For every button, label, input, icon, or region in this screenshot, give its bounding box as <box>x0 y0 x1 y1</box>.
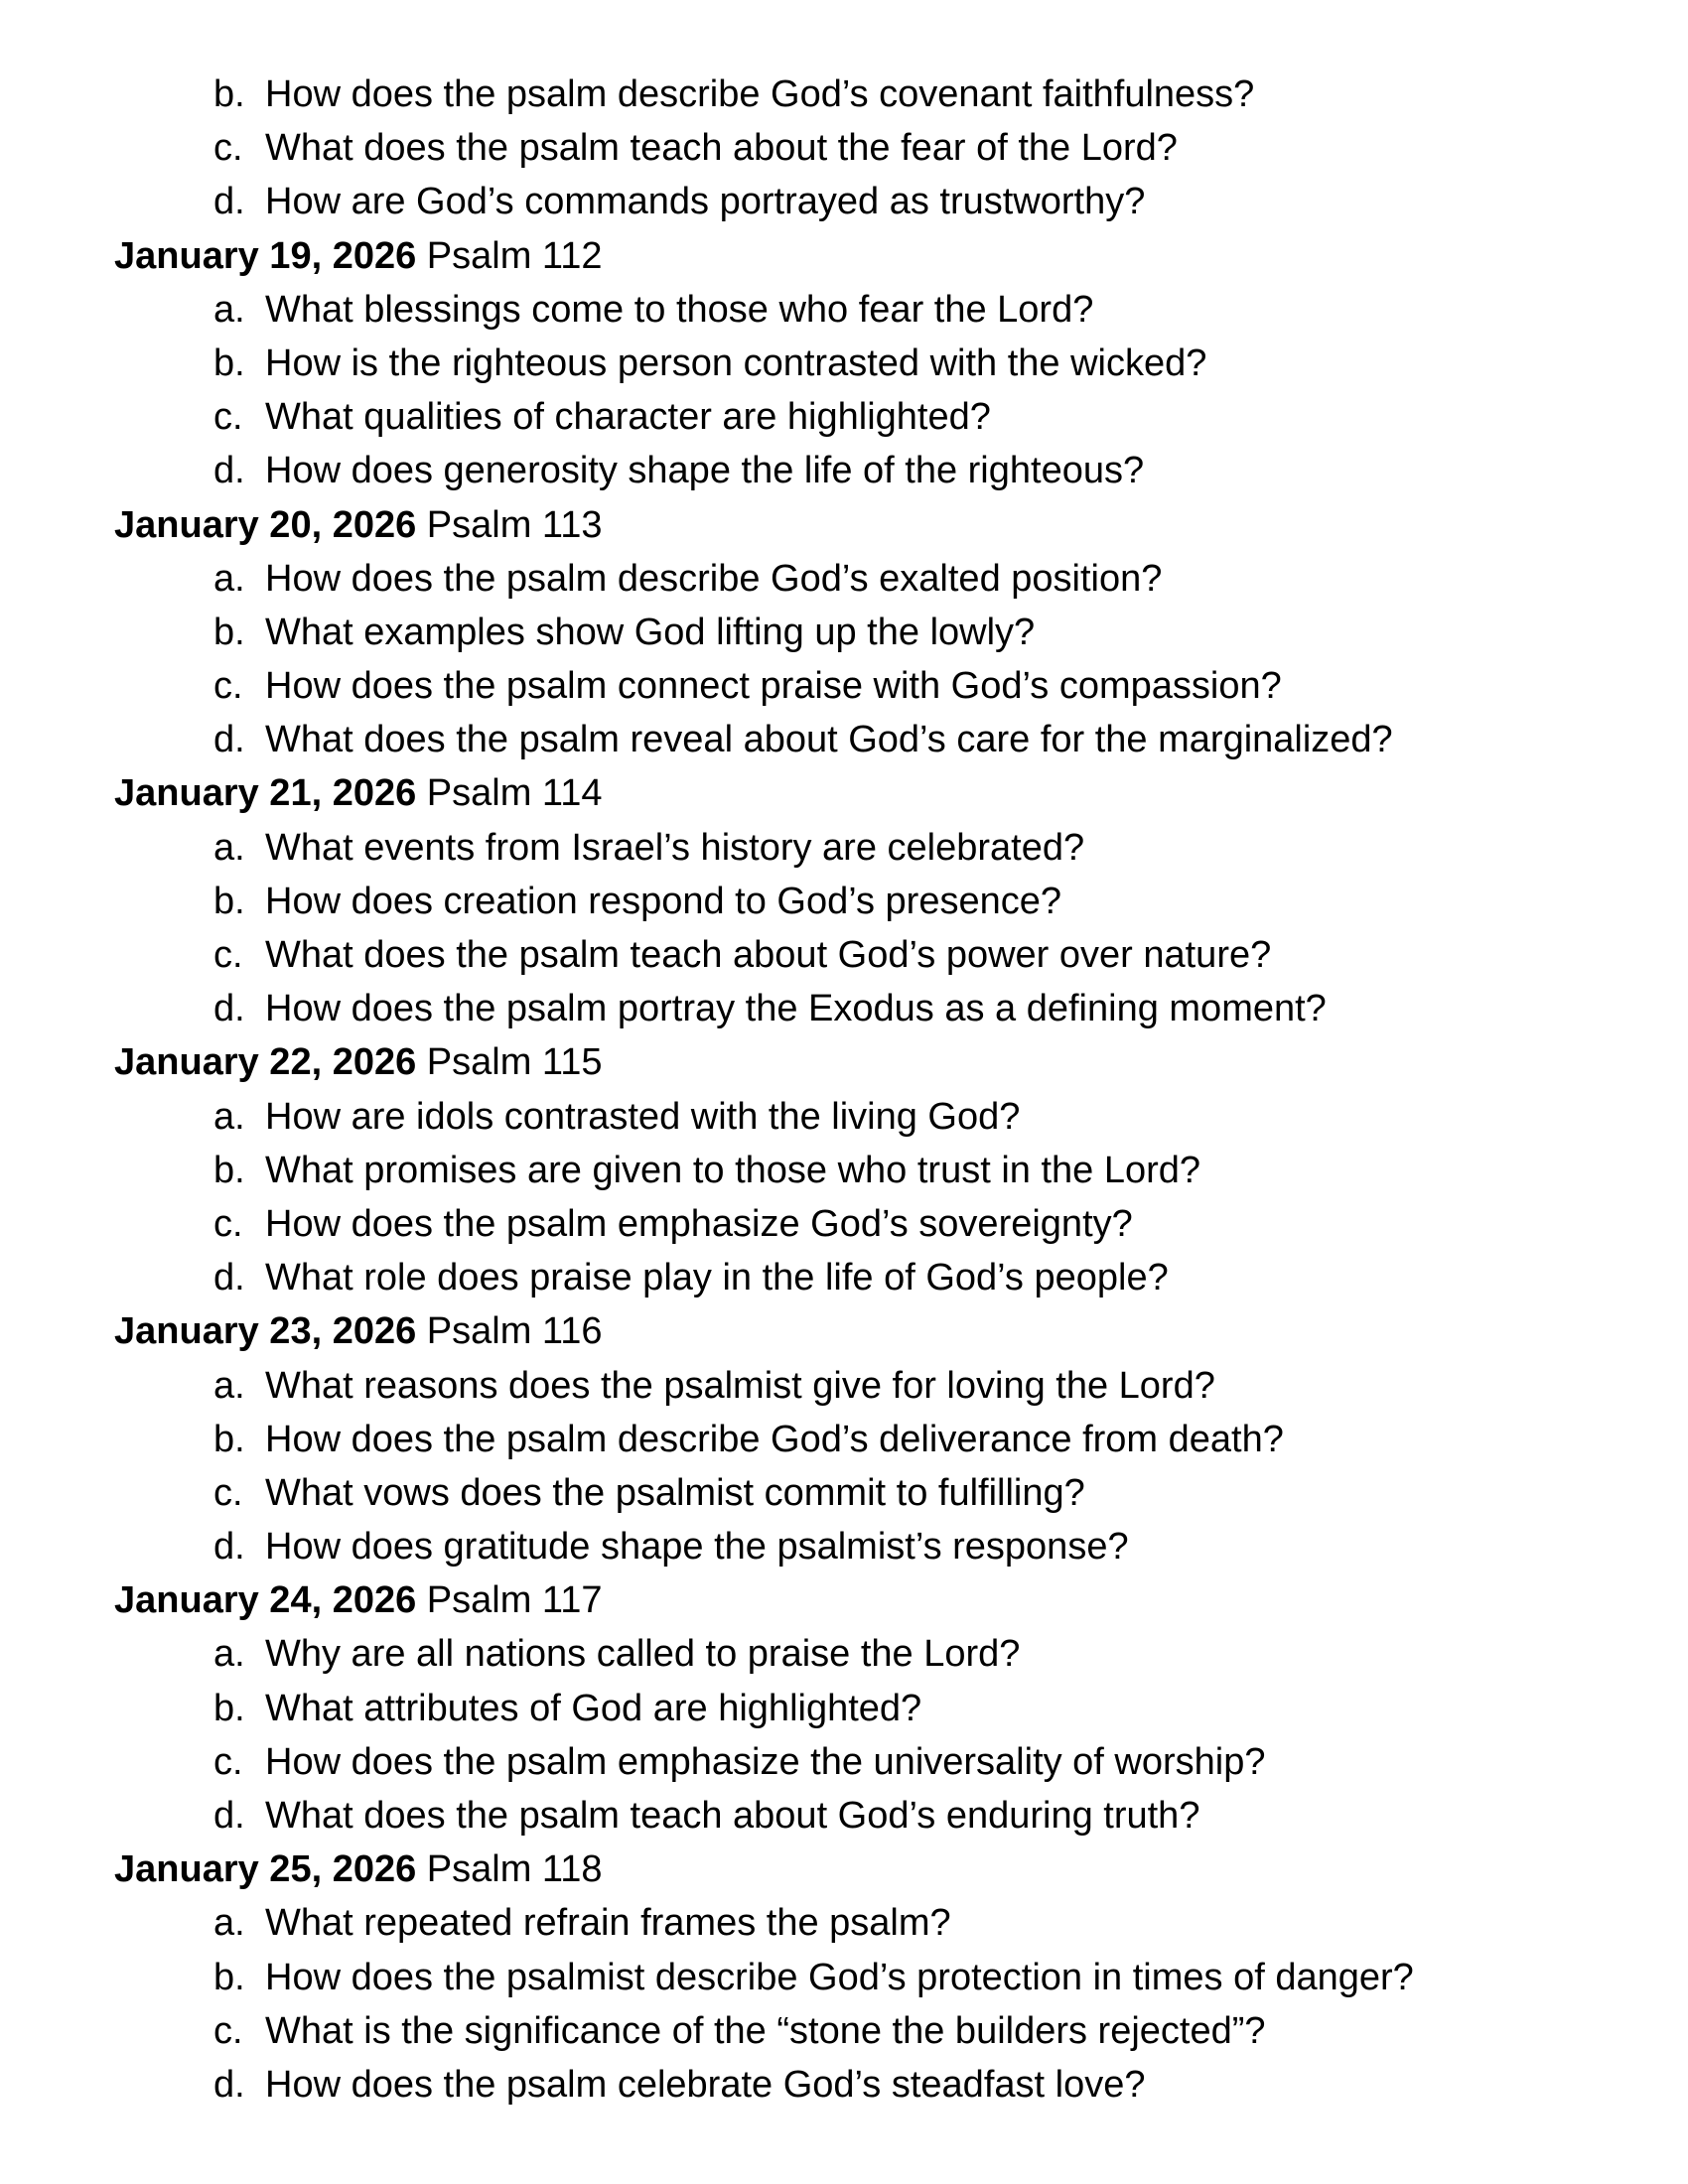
entry-heading <box>114 1573 1604 1627</box>
question-text: How does the psalmist describe God’s protection in times of danger? <box>265 1956 1414 1998</box>
question-item <box>114 68 1604 121</box>
question-text: What does the psalm teach about the fear of the Lord? <box>265 127 1178 170</box>
question-text: What does the psalm teach about God’s power over nature? <box>265 934 1272 976</box>
question-item <box>114 552 1604 606</box>
entry-psalm: Psalm 113 <box>426 503 603 546</box>
entry-psalm: Psalm 116 <box>426 1310 603 1353</box>
question-item <box>114 1466 1604 1520</box>
question-text: What vows does the psalmist commit to fulfilling? <box>265 1471 1085 1514</box>
question-text: How does the psalm emphasize the universality of worship? <box>265 1740 1266 1783</box>
entry-heading <box>114 1843 1604 1896</box>
question-letter: d. <box>213 719 245 761</box>
question-text: What examples show God lifting up the lowly? <box>265 611 1036 653</box>
question-item <box>114 2058 1604 2112</box>
question-letter: d. <box>213 2063 245 2106</box>
question-item <box>114 444 1604 497</box>
question-item <box>114 1627 1604 1681</box>
question-letter: a. <box>213 1902 245 1945</box>
question-text: How does the psalm connect praise with God’s compassion? <box>265 665 1282 708</box>
question-text: How does the psalm celebrate God’s steadfast love? <box>265 2063 1146 2106</box>
entry-psalm: Psalm 112 <box>426 234 603 277</box>
question-text: How does the psalm describe God’s exalted position? <box>265 557 1163 600</box>
question-text: What does the psalm reveal about God’s care for the marginalized? <box>265 719 1393 761</box>
question-letter: c. <box>213 1202 243 1245</box>
question-letter: b. <box>213 1956 245 1998</box>
question-item <box>114 2004 1604 2058</box>
question-item <box>114 1413 1604 1466</box>
question-letter: d. <box>213 1257 245 1299</box>
question-item <box>114 928 1604 982</box>
question-text: What events from Israel’s history are celebrated? <box>265 826 1085 869</box>
question-text: What does the psalm teach about God’s enduring truth? <box>265 1795 1200 1837</box>
entry-date: January 23, 2026 <box>114 1310 417 1353</box>
question-letter: a. <box>213 557 245 600</box>
question-item <box>114 1197 1604 1251</box>
question-item <box>114 1251 1604 1304</box>
question-letter: b. <box>213 1687 245 1729</box>
question-item <box>114 606 1604 659</box>
question-item <box>114 121 1604 175</box>
question-item <box>114 1682 1604 1735</box>
question-text: What blessings come to those who fear the Lord? <box>265 288 1094 331</box>
question-text: How are God’s commands portrayed as trustworthy? <box>265 181 1146 223</box>
question-text: How does the psalm describe God’s covenant faithfulness? <box>265 73 1255 115</box>
question-text: What repeated refrain frames the psalm? <box>265 1902 951 1945</box>
question-text: How does the psalm describe God’s deliverance from death? <box>265 1418 1284 1460</box>
question-letter: d. <box>213 1526 245 1569</box>
question-letter: c. <box>213 2009 243 2052</box>
question-letter: b. <box>213 73 245 115</box>
question-item <box>114 337 1604 390</box>
question-letter: c. <box>213 665 243 708</box>
question-letter: c. <box>213 1740 243 1783</box>
question-letter: b. <box>213 1149 245 1191</box>
question-item <box>114 1789 1604 1843</box>
entry-psalm: Psalm 117 <box>426 1579 603 1622</box>
question-item <box>114 1735 1604 1789</box>
entry-heading <box>114 766 1604 820</box>
entry-date: January 19, 2026 <box>114 234 417 277</box>
question-letter: c. <box>213 396 243 439</box>
question-letter: d. <box>213 181 245 223</box>
question-text: How does the psalm portray the Exodus as a defining moment? <box>265 988 1327 1030</box>
entry-date: January 24, 2026 <box>114 1579 417 1622</box>
question-item <box>114 175 1604 228</box>
entry-heading <box>114 1304 1604 1358</box>
question-letter: c. <box>213 127 243 170</box>
question-letter: a. <box>213 1364 245 1407</box>
question-letter: a. <box>213 1633 245 1676</box>
question-item <box>114 1896 1604 1950</box>
question-text: Why are all nations called to praise the Lord? <box>265 1633 1021 1676</box>
entry-date: January 25, 2026 <box>114 1848 417 1891</box>
entry-date: January 22, 2026 <box>114 1041 417 1084</box>
question-text: What promises are given to those who trust in the Lord? <box>265 1149 1201 1191</box>
question-text: How does the psalm emphasize God’s sovereignty? <box>265 1202 1133 1245</box>
question-item <box>114 1359 1604 1413</box>
question-letter: d. <box>213 450 245 492</box>
question-letter: b. <box>213 880 245 922</box>
entry-heading <box>114 1035 1604 1089</box>
question-item <box>114 390 1604 444</box>
question-letter: b. <box>213 1418 245 1460</box>
question-letter: a. <box>213 1095 245 1138</box>
question-item <box>114 1090 1604 1144</box>
entry-psalm: Psalm 114 <box>426 772 603 815</box>
question-letter: c. <box>213 934 243 976</box>
question-item <box>114 821 1604 875</box>
question-item <box>114 1951 1604 2004</box>
question-text: What attributes of God are highlighted? <box>265 1687 922 1729</box>
question-letter: b. <box>213 611 245 653</box>
entry-date: January 20, 2026 <box>114 503 417 546</box>
entry-psalm: Psalm 118 <box>426 1848 603 1891</box>
entry-date: January 21, 2026 <box>114 772 417 815</box>
question-item <box>114 1520 1604 1573</box>
question-item <box>114 283 1604 337</box>
question-letter: d. <box>213 988 245 1030</box>
question-text: How are idols contrasted with the living God? <box>265 1095 1021 1138</box>
question-text: How does generosity shape the life of the righteous? <box>265 450 1145 492</box>
question-item <box>114 659 1604 713</box>
question-text: How does gratitude shape the psalmist’s response? <box>265 1526 1129 1569</box>
study-questions-list <box>114 68 1604 2112</box>
entry-heading <box>114 229 1604 283</box>
question-letter: d. <box>213 1795 245 1837</box>
entry-psalm: Psalm 115 <box>426 1041 603 1084</box>
question-text: What is the significance of the “stone the builders rejected”? <box>265 2009 1266 2052</box>
question-text: What reasons does the psalmist give for loving the Lord? <box>265 1364 1215 1407</box>
entry-heading <box>114 498 1604 552</box>
question-text: How does creation respond to God’s presence? <box>265 880 1062 922</box>
question-letter: b. <box>213 341 245 384</box>
question-item <box>114 1144 1604 1197</box>
question-item <box>114 982 1604 1035</box>
question-text: What qualities of character are highlighted? <box>265 396 991 439</box>
question-item <box>114 713 1604 766</box>
question-text: What role does praise play in the life of God’s people? <box>265 1257 1169 1299</box>
question-text: How is the righteous person contrasted with the wicked? <box>265 341 1207 384</box>
question-item <box>114 875 1604 928</box>
question-letter: a. <box>213 826 245 869</box>
question-letter: c. <box>213 1471 243 1514</box>
question-letter: a. <box>213 288 245 331</box>
